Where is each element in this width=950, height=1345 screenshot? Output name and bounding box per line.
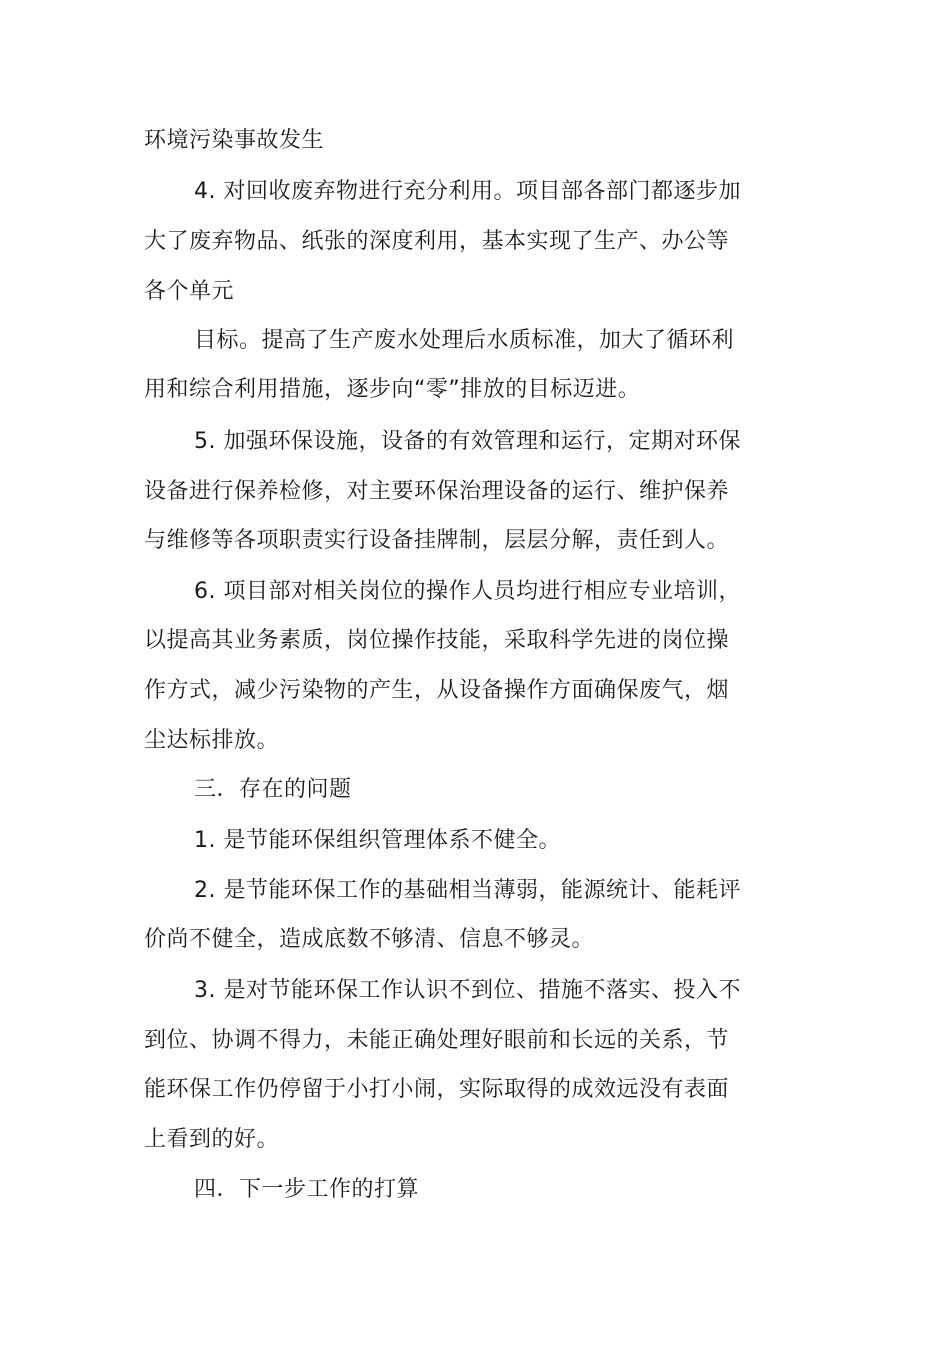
section-heading: 四．下一步工作的打算 [194, 1177, 420, 1202]
text-line: 4. 对回收废弃物进行充分利用。项目部各部门都逐步加 [194, 179, 741, 204]
text-line: 环境污染事故发生 [144, 128, 325, 153]
text-line: 1. 是节能环保组织管理体系不健全。 [194, 828, 561, 853]
text-line: 5. 加强环保设施，设备的有效管理和运行，定期对环保 [194, 429, 741, 454]
text-line: 6. 项目部对相关岗位的操作人员均进行相应专业培训， [194, 579, 741, 604]
text-line: 3. 是对节能环保工作认识不到位、措施不落实、投入不 [194, 978, 741, 1003]
text-line: 以提高其业务素质，岗位操作技能，采取科学先进的岗位操 [144, 628, 730, 653]
text-line: 价尚不健全，造成底数不够清、信息不够灵。 [144, 927, 595, 952]
section-heading: 三．存在的问题 [194, 777, 352, 802]
text-line: 2. 是节能环保工作的基础相当薄弱，能源统计、能耗评 [194, 878, 741, 903]
text-line: 设备进行保养检修，对主要环保治理设备的运行、维护保养 [144, 479, 730, 504]
text-line: 作方式，减少污染物的产生，从设备操作方面确保废气，烟 [144, 678, 730, 703]
text-line: 目标。提高了生产废水处理后水质标准，加大了循环利 [194, 328, 735, 353]
text-line: 各个单元 [144, 279, 235, 304]
text-line: 上看到的好。 [144, 1127, 280, 1152]
text-line: 大了废弃物品、纸张的深度利用，基本实现了生产、办公等 [144, 229, 730, 254]
text-line: 与维修等各项职责实行设备挂牌制，层层分解，责任到人。 [144, 528, 730, 553]
text-line: 用和综合利用措施，逐步向“零”排放的目标迈进。 [144, 377, 641, 402]
text-line: 尘达标排放。 [144, 728, 280, 753]
text-line: 到位、协调不得力，未能正确处理好眼前和长远的关系，节 [144, 1028, 730, 1053]
text-line: 能环保工作仍停留于小打小闹，实际取得的成效远没有表面 [144, 1077, 730, 1102]
